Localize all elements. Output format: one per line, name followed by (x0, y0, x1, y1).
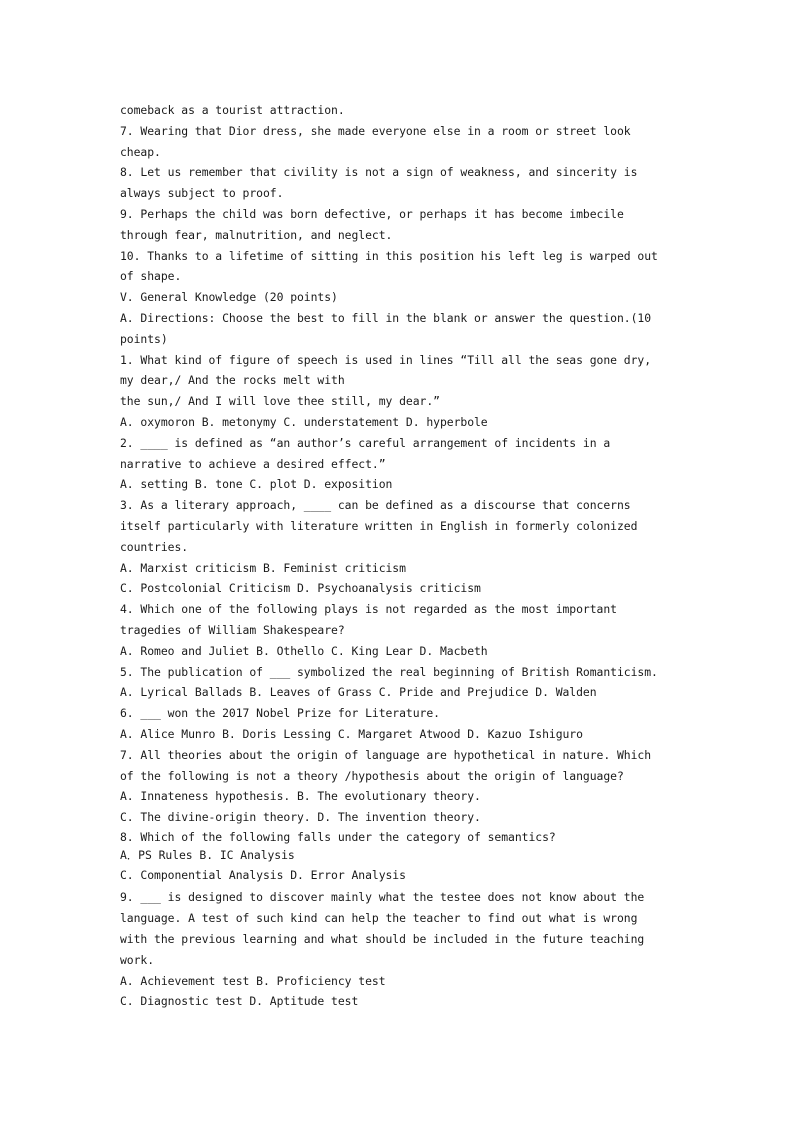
text-line: work. (120, 952, 155, 967)
question-9: 9. ___ is designed to discover mainly what the testee does not know about the (120, 890, 645, 905)
question-4: 4. Which one of the following plays is not regarded as the most important (120, 602, 617, 617)
options-4: A. Romeo and Juliet B. Othello C. King Lear D. Macbeth (120, 643, 488, 658)
options-2: A. setting B. tone C. plot D. exposition (120, 477, 393, 492)
document-page (120, 100, 690, 1012)
options-1: A. oxymoron B. metonymy C. understatement D. hyperbole (120, 414, 488, 429)
text-line: tragedies of William Shakespeare? (120, 622, 345, 637)
text-line: language. A test of such kind can help the teacher to find out what is wrong (120, 911, 638, 926)
options-9b: C. Diagnostic test D. Aptitude test (120, 994, 359, 1009)
question-8: 8. Which of the following falls under the category of semantics? (120, 829, 556, 844)
question-7: 7. All theories about the origin of language are hypothetical in nature. Which (120, 747, 652, 762)
options-7a: A. Innateness hypothesis. B. The evolutionary theory. (120, 789, 481, 804)
sentence-9: 9. Perhaps the child was born defective, or perhaps it has become imbecile (120, 206, 624, 221)
question-5: 5. The publication of ___ symbolized the real beginning of British Romanticism. (120, 664, 658, 679)
options-8b: C. Componential Analysis D. Error Analysis (120, 867, 406, 882)
sentence-8: 8. Let us remember that civility is not a sign of weakness, and sincerity is (120, 165, 638, 180)
section-heading: V. General Knowledge (20 points) (120, 290, 338, 305)
text-line: narrative to achieve a desired effect.” (120, 456, 386, 471)
text-line: of shape. (120, 269, 182, 284)
options-6: A. Alice Munro B. Doris Lessing C. Margaret Atwood D. Kazuo Ishiguro (120, 726, 583, 741)
text-line: with the previous learning and what should be included in the future teaching (120, 932, 645, 947)
text-line: my dear,/ And the rocks melt with (120, 373, 345, 388)
text-line: of the following is not a theory /hypothesis about the origin of language? (120, 768, 624, 783)
question-1: 1. What kind of figure of speech is used in lines “Till all the seas gone dry, (120, 352, 652, 367)
sentence-10: 10. Thanks to a lifetime of sitting in this position his left leg is warped out (120, 248, 658, 263)
options-3b: C. Postcolonial Criticism D. Psychoanalysis criticism (120, 581, 481, 596)
question-3: 3. As a literary approach, ____ can be defined as a discourse that concerns (120, 498, 631, 513)
text-line: the sun,/ And I will love thee still, my dear.” (120, 394, 440, 409)
options-7b: C. The divine-origin theory. D. The invention theory. (120, 810, 481, 825)
text-line: through fear, malnutrition, and neglect. (120, 227, 393, 242)
options-3a: A. Marxist criticism B. Feminist criticism (120, 560, 406, 575)
question-2: 2. ____ is defined as “an author’s careful arrangement of incidents in a (120, 435, 611, 450)
text-line: comeback as a tourist attraction. (120, 103, 345, 117)
directions: A. Directions: Choose the best to fill in the blank or answer the question.(10 (120, 310, 652, 325)
options-9a: A. Achievement test B. Proficiency test (120, 973, 386, 988)
sentence-7: 7. Wearing that Dior dress, she made everyone else in a room or street look (120, 123, 631, 138)
options-8a: A．PS Rules B. IC Analysis (120, 847, 295, 862)
text-line: itself particularly with literature written in English in formerly colonized (120, 518, 638, 533)
options-5: A. Lyrical Ballads B. Leaves of Grass C. Pride and Prejudice D. Walden (120, 685, 597, 700)
text-line: countries. (120, 539, 189, 554)
text-line: points) (120, 331, 168, 346)
question-6: 6. ___ won the 2017 Nobel Prize for Literature. (120, 706, 440, 721)
text-line: cheap. (120, 144, 161, 159)
text-line: always subject to proof. (120, 186, 284, 201)
